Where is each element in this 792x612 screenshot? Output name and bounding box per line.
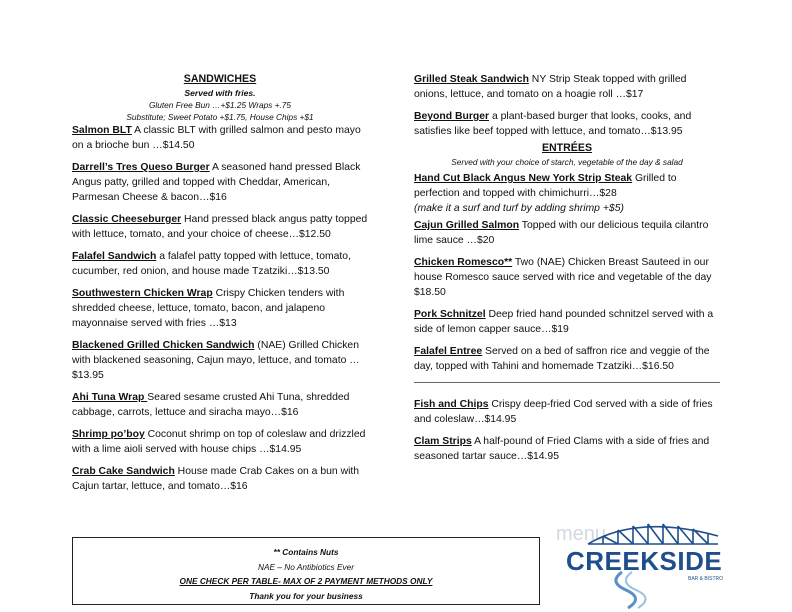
menu-item-description: Served on a bed of saffron rice and veggie of the day, topped with Tahini and homemade Tzatziki…$16.50 [414, 346, 710, 372]
footer-notice-box [72, 537, 540, 605]
menu-item-name: Chicken Romesco** [414, 257, 513, 268]
menu-item [72, 123, 368, 153]
sandwiches-upcharge-note: Gluten Free Bun …+$1.25 Wraps +.75 [148, 100, 292, 110]
nuts-notice: ** Contains Nuts [273, 547, 339, 557]
menu-item-name: Salmon BLT [72, 125, 132, 136]
menu-item [72, 249, 368, 279]
menu-item [414, 344, 720, 374]
menu-item-name: Blackened Grilled Chicken Sandwich [72, 340, 255, 351]
payment-policy: ONE CHECK PER TABLE- MAX OF 2 PAYMENT METHODS ONLY [179, 576, 433, 586]
menu-item [72, 212, 368, 242]
menu-item-name: Shrimp po’boy [72, 429, 145, 440]
menu-item [414, 109, 720, 139]
menu-item-description: A half-pound of Fried Clams with a side of fries and seasoned tartar sauce…$14.95 [414, 436, 710, 462]
menu-item-description: NY Strip Steak topped with grilled onions, lettuce, and tomato on a hoagie roll …$17 [414, 74, 687, 100]
menu-item [72, 286, 368, 331]
menu-item [414, 434, 720, 464]
menu-item [414, 171, 720, 216]
menu-item-description: A classic BLT with grilled salmon and pesto mayo on a brioche bun …$14.50 [72, 125, 361, 151]
menu-item [414, 72, 720, 102]
bridge-logo-icon [548, 506, 728, 610]
right-column [414, 72, 720, 471]
creekside-logo [548, 506, 728, 610]
menu-item-name: Classic Cheeseburger [72, 214, 182, 225]
menu-item [72, 160, 368, 205]
menu-item-name: Falafel Entree [414, 346, 483, 357]
menu-item-description: Seared sesame crusted Ahi Tuna, shredded cabbage, carrots, lettuce and siracha mayo…$16 [72, 392, 350, 418]
menu-item-description: (NAE) Grilled Chicken with blackened seasoning, Cajun mayo, lettuce, and tomato …$13.95 [72, 340, 360, 381]
menu-item-description: Topped with our delicious tequila cilantro lime sauce …$20 [414, 220, 709, 246]
entrees-heading: ENTRÉES [541, 142, 593, 154]
menu-item [72, 390, 368, 420]
menu-item-name: Cajun Grilled Salmon [414, 220, 520, 231]
sandwiches-column [72, 72, 368, 501]
menu-item [414, 255, 720, 300]
nae-notice: NAE – No Antibiotics Ever [257, 561, 355, 572]
menu-item-note: (make it a surf and turf by adding shrimp +$5) [414, 203, 624, 214]
menu-item-name: Clam Strips [414, 436, 472, 447]
logo-tagline: BAR & BISTRO [688, 576, 724, 582]
menu-item-name: Darrell’s Tres Queso Burger [72, 162, 210, 173]
menu-item-description: A seasoned hand pressed Black Angus patty, grilled and topped with Cheddar, American, Parmesan Cheese & bacon…$16 [72, 162, 361, 203]
menu-item-description: Deep fried hand pounded schnitzel served with a side of lemon capper sauce…$19 [414, 309, 714, 335]
menu-item-description: Crispy deep-fried Cod served with a side of fries and coleslaw…$14.95 [414, 399, 713, 425]
menu-item-name: Beyond Burger [414, 111, 490, 122]
menu-item [414, 397, 720, 427]
menu-item-description: House made Crab Cakes on a bun with Cajun tartar, lettuce, and tomato…$16 [72, 466, 360, 492]
menu-item-description: Grilled to perfection and topped with chimichurri…$28 [414, 173, 677, 199]
menu-item-description: a falafel patty topped with lettuce, tomato, cucumber, red onion, and house made Tzatziki…$13.50 [72, 251, 351, 277]
menu-item-description: Two (NAE) Chicken Breast Sauteed in our house Romesco sauce served with rice and vegetable of the day $18.50 [414, 257, 712, 298]
menu-item-name: Falafel Sandwich [72, 251, 157, 262]
menu-item-description: Coconut shrimp on top of coleslaw and drizzled with a lime aioli served with house chips …$14.95 [72, 429, 366, 455]
menu-item [414, 218, 720, 248]
menu-item [72, 464, 368, 494]
menu-item-name: Ahi Tuna Wrap [72, 392, 148, 403]
thank-you: Thank you for your business [249, 590, 363, 601]
menu-item [72, 427, 368, 457]
menu-item-name: Southwestern Chicken Wrap [72, 288, 213, 299]
logo-watermark: menu [556, 523, 607, 545]
sandwiches-heading: SANDWICHES [183, 73, 257, 85]
menu-item-description: Hand pressed black angus patty topped with lettuce, tomato, and your choice of cheese…$12.50 [72, 214, 368, 240]
menu-item [72, 338, 368, 383]
entrees-served-with: Served with your choice of starch, vegetable of the day & salad [451, 157, 683, 167]
menu-item-description: Crispy Chicken tenders with shredded cheese, lettuce, tomato, bacon, and jalapeno mayonnaise served with fries …$13 [72, 288, 345, 329]
menu-item [414, 307, 720, 337]
sandwiches-served-with: Served with fries. [184, 88, 256, 98]
logo-wordmark: CREEKSIDE [566, 546, 723, 576]
menu-item-name: Pork Schnitzel [414, 309, 486, 320]
menu-item-name: Crab Cake Sandwich [72, 466, 175, 477]
menu-item-name: Fish and Chips [414, 399, 489, 410]
sandwiches-substitute-note: Substitute; Sweet Potato +$1.75, House Chips +$1 [126, 112, 314, 122]
section-divider [414, 382, 720, 383]
menu-item-name: Grilled Steak Sandwich [414, 74, 529, 85]
menu-item-name: Hand Cut Black Angus New York Strip Steak [414, 173, 633, 184]
menu-item-description: a plant-based burger that looks, cooks, and satisfies like beef topped with lettuce, and tomato…$13.95 [414, 111, 692, 137]
